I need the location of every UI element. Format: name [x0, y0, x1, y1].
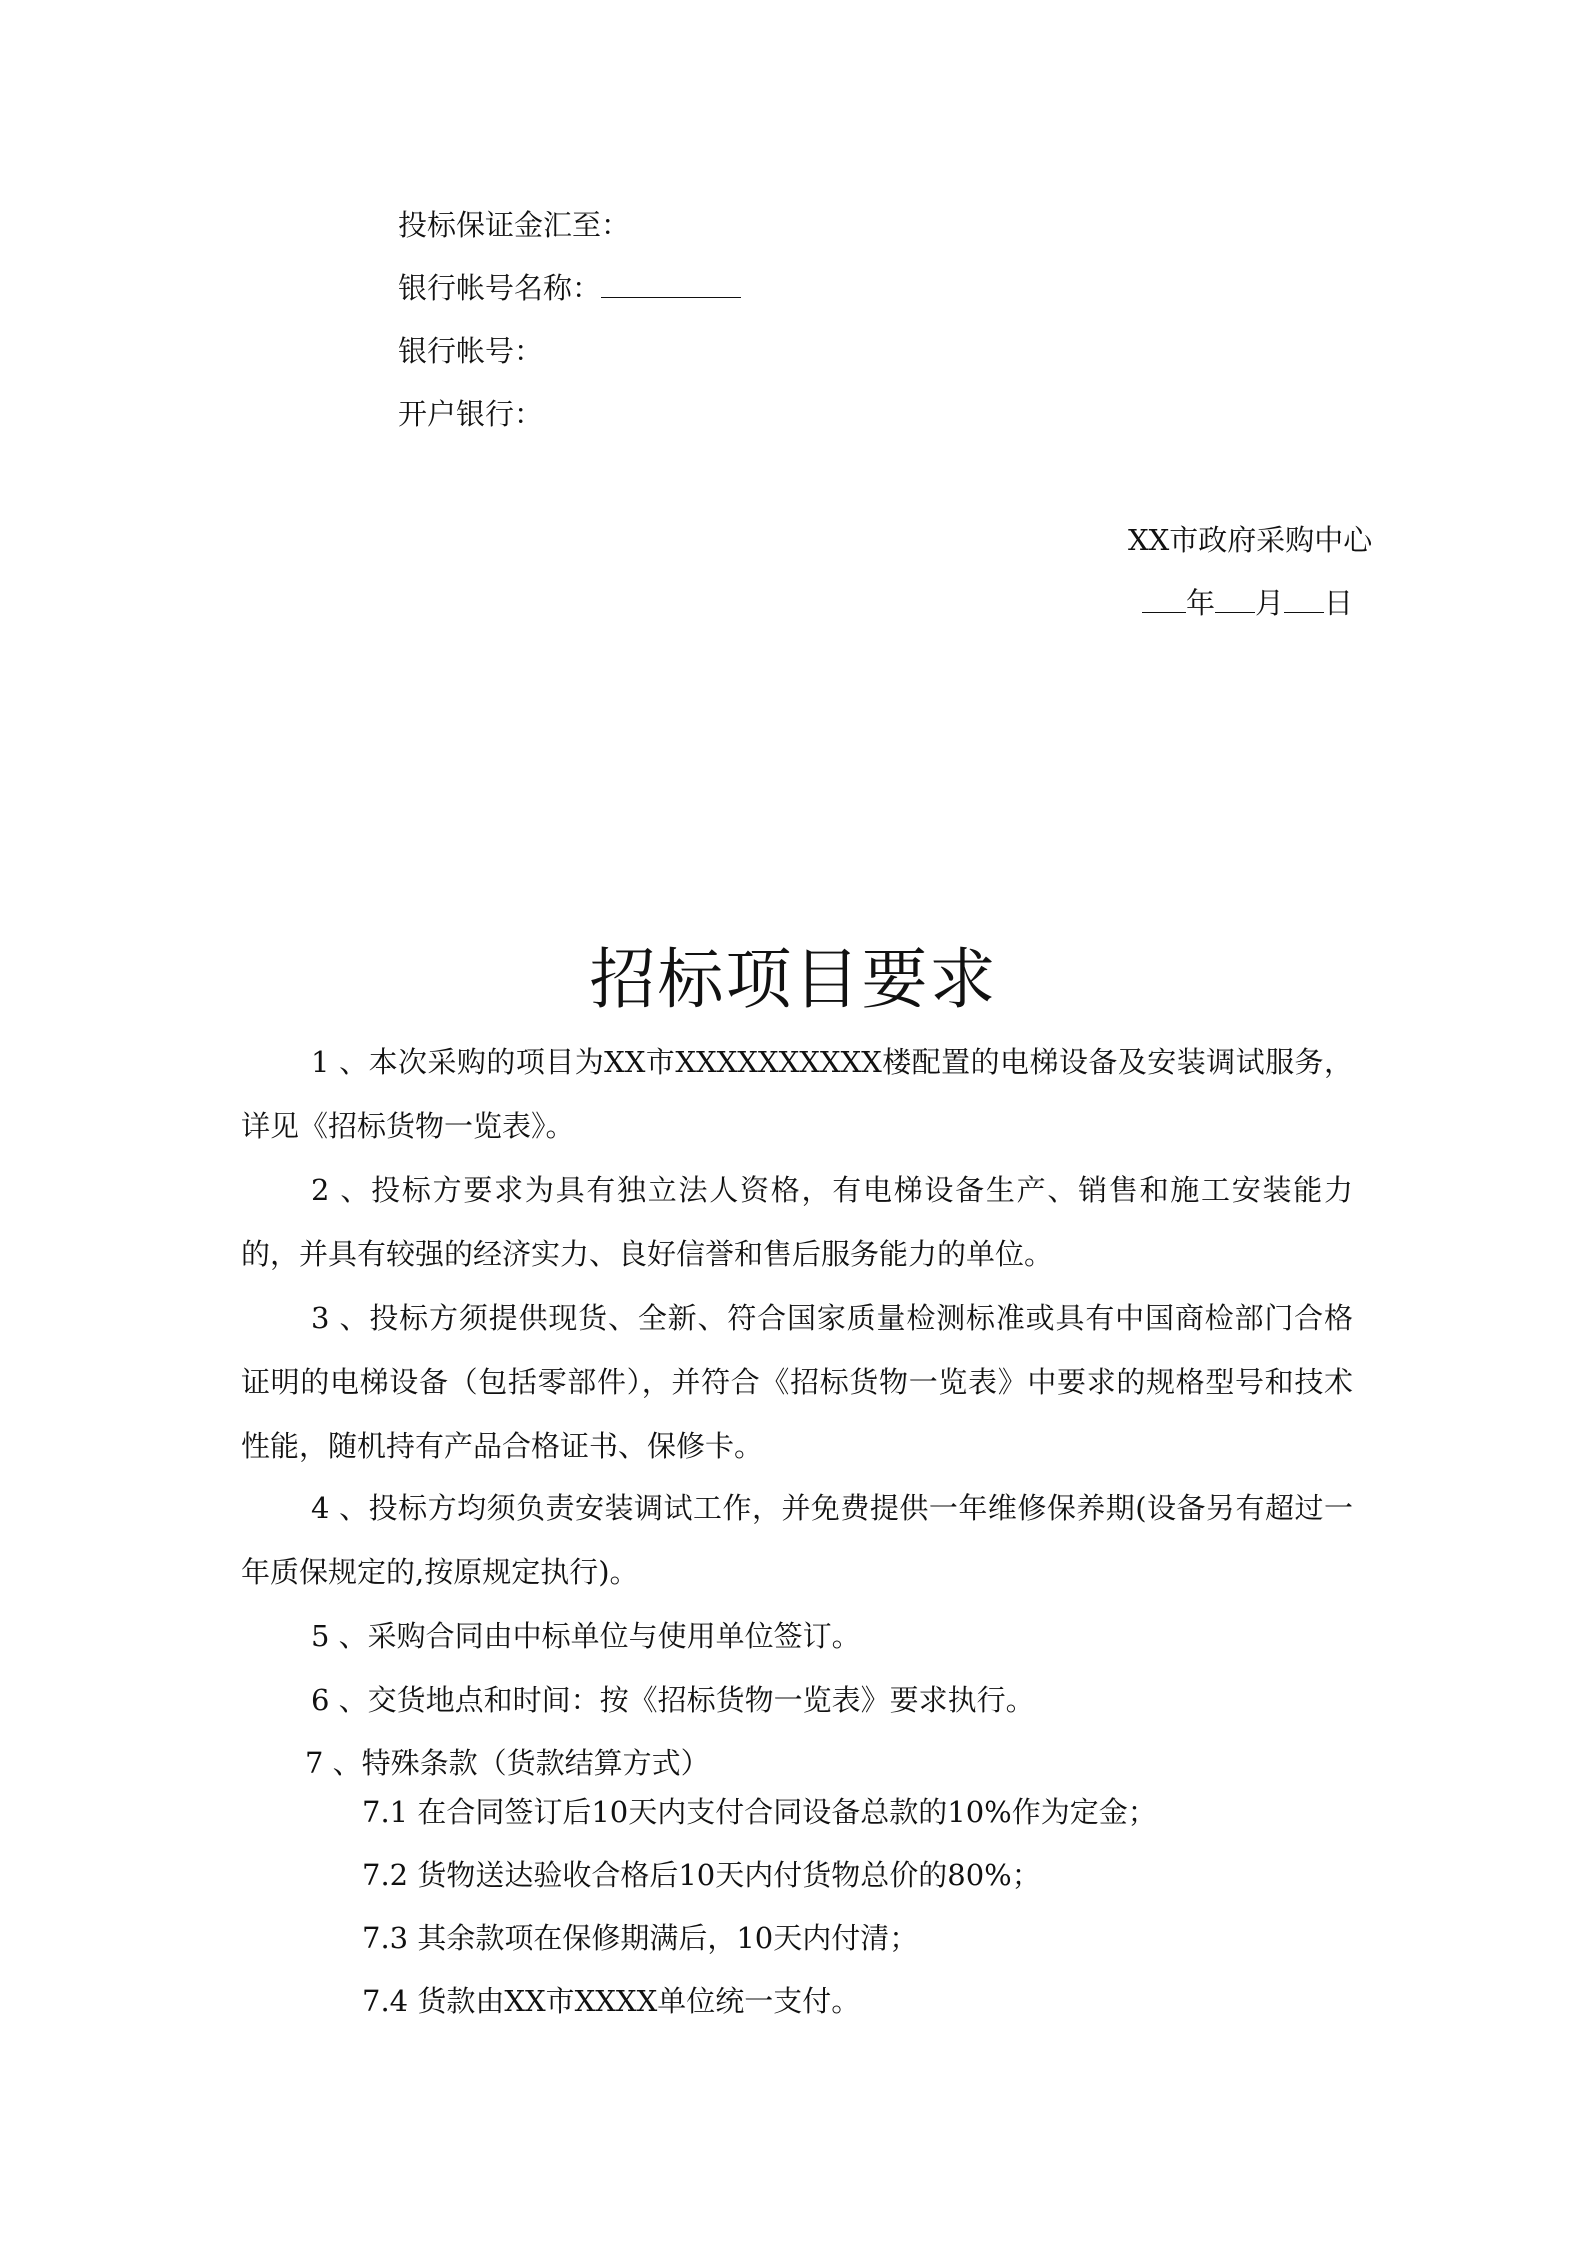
account-number-label: 银行帐号：	[398, 334, 544, 368]
issuer-name: XX市政府采购中心	[1128, 523, 1373, 557]
requirement-item-7: 7 、特殊条款（货款结算方式）	[305, 1746, 710, 1780]
subitem-7-4: 7.4 货款由XX市XXXX单位统一支付。	[362, 1984, 861, 2018]
account-name-label: 银行帐号名称：	[398, 271, 602, 305]
section-title: 招标项目要求	[589, 941, 998, 1018]
date-year: 年	[1186, 586, 1216, 620]
subitem-7-2: 7.2 货物送达验收合格后10天内付货物总价的80%；	[362, 1858, 1041, 1892]
requirement-item-3: 3 、投标方须提供现货、全新、符合国家质量检测标准或具有中国商检部门合格证明的电梯设备（包括零部件），并符合《招标货物一览表》中要求的规格型号和技术性能，随机持有产品合格证书、保修卡。	[241, 1301, 1353, 1463]
account-name-blank	[601, 271, 741, 298]
day-blank	[1284, 586, 1324, 613]
date-line	[1142, 583, 1353, 623]
requirement-item-4: 4 、投标方均须负责安装调试工作，并免费提供一年维修保养期(设备另有超过一年质保规定的,按原规定执行)。	[241, 1491, 1353, 1589]
requirement-item-5: 5 、采购合同由中标单位与使用单位签订。	[311, 1619, 861, 1653]
date-day: 日	[1324, 586, 1354, 620]
bank-label: 开户银行：	[398, 397, 544, 431]
subitem-7-3: 7.3 其余款项在保修期满后，10天内付清；	[362, 1921, 919, 1955]
requirement-item-2: 2 、投标方要求为具有独立法人资格，有电梯设备生产、销售和施工安装能力的，并具有较强的经济实力、良好信誉和售后服务能力的单位。	[241, 1173, 1353, 1271]
requirement-item-1: 1 、本次采购的项目为XX市XXXXXXXXXX楼配置的电梯设备及安装调试服务，详见《招标货物一览表》。	[241, 1045, 1353, 1143]
year-blank	[1142, 586, 1186, 613]
deposit-to-label: 投标保证金汇至：	[398, 208, 631, 242]
account-name-row	[398, 268, 741, 308]
subitem-7-1: 7.1 在合同签订后10天内支付合同设备总款的10%作为定金；	[362, 1795, 1157, 1829]
requirement-item-6: 6 、交货地点和时间：按《招标货物一览表》要求执行。	[311, 1683, 1035, 1717]
month-blank	[1215, 586, 1255, 613]
date-month: 月	[1255, 586, 1285, 620]
